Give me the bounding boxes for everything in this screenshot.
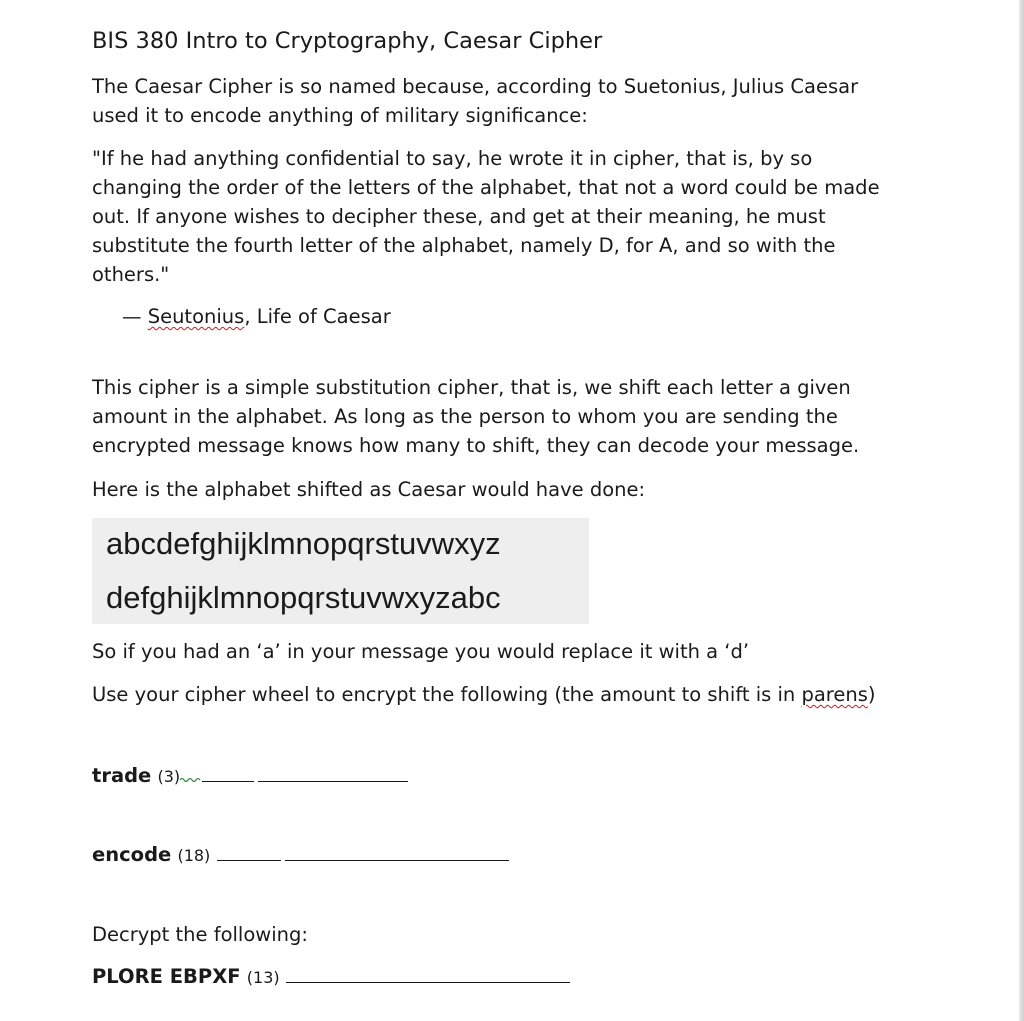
encrypt-item-trade [92,762,408,791]
decrypt-item [92,963,570,992]
encrypt-shift: (18) [177,846,211,865]
page-edge-shadow [1019,0,1024,1021]
grammar-squiggle [180,776,202,782]
answer-blank-long[interactable] [285,842,509,861]
decrypt-word: PLORE EBPXF [92,965,241,988]
answer-blank-long[interactable] [258,763,408,782]
wheel-instruction-parens-misspelled[interactable]: parens [801,683,868,706]
attribution-rest: , Life of Caesar [244,305,391,328]
encrypt-word: encode [92,843,172,866]
wheel-instruction [92,680,876,709]
document-title: BIS 380 Intro to Cryptography, Caesar Cipher [92,28,603,54]
substitution-line-2: amount in the alphabet. As long as the person to whom you are sending the [92,405,838,428]
quote-line-5: others." [92,263,170,286]
wheel-instruction-end: ) [867,683,876,706]
quote-line-2: changing the order of the letters of the alphabet, that not a word could be made [92,176,880,199]
replace-note: So if you had an ‘a’ in your message you would replace it with a ‘d’ [92,640,750,663]
shifted-alphabet: defghijklmnopqrstuvwxyzabc [106,580,501,615]
attribution-author-misspelled[interactable]: Seutonius [147,305,245,328]
decrypt-shift: (13) [246,968,280,987]
plain-alphabet: abcdefghijklmnopqrstuvwxyz [106,526,501,561]
decrypt-heading: Decrypt the following: [92,923,308,946]
intro-line-1: The Caesar Cipher is so named because, according to Suetonius, Julius Caesar [92,75,859,98]
intro-paragraph [92,72,858,130]
substitution-line-1: This cipher is a simple substitution cipher, that is, we shift each letter a given [92,376,851,399]
answer-blank-short[interactable] [217,842,281,861]
wheel-instruction-text: Use your cipher wheel to encrypt the following (the amount to shift is in [92,683,802,706]
substitution-paragraph [92,373,859,460]
encrypt-word: trade [92,764,152,787]
substitution-line-3: encrypted message knows how many to shift, they can decode your message. [92,434,860,457]
quote-line-3: out. If anyone wishes to decipher these, and get at their meaning, he must [92,205,826,228]
quote-line-4: substitute the fourth letter of the alphabet, namely D, for A, and so with the [92,234,836,257]
intro-line-2: used it to encode anything of military significance: [92,104,588,127]
alphabet-intro: Here is the alphabet shifted as Caesar would have done: [92,478,646,501]
answer-blank[interactable] [286,964,570,983]
suetonius-quote [92,144,880,289]
quote-attribution [122,302,391,331]
answer-blank-short[interactable] [202,763,254,782]
attribution-dash: — [122,305,148,328]
quote-line-1: "If he had anything confidential to say, he wrote it in cipher, that is, by so [92,147,813,170]
encrypt-item-encode [92,841,509,870]
encrypt-shift: (3) [157,767,181,786]
